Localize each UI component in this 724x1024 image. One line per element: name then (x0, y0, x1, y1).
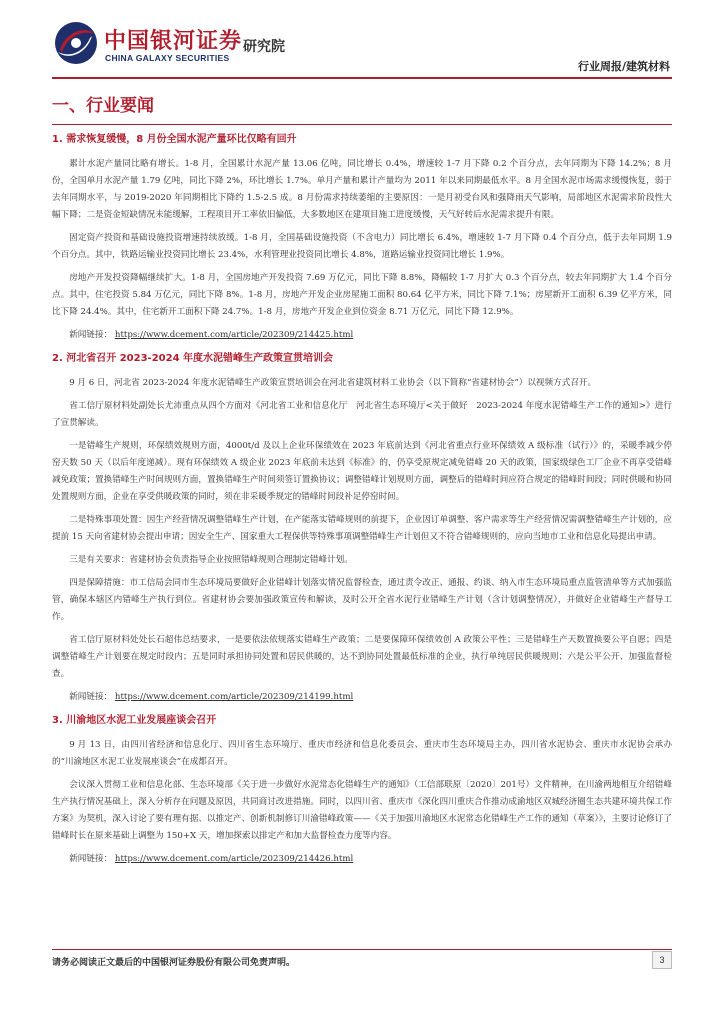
news-paragraph: 9 月 6 日，河北省 2023-2024 年度水泥错峰生产政策宣贯培训会在河北省建筑材料工业协会（以下简称“省建材协会”）以视频方式召开。 (69, 378, 597, 388)
news-link-label: 新闻链接： (69, 692, 113, 702)
news-title: 1. 需求恢复缓慢，8 月份全国水泥产量环比仅略有回升 (52, 134, 297, 145)
institute-label: 研究院 (243, 39, 285, 55)
news-item (52, 133, 672, 344)
news-link[interactable]: https://www.dcement.com/article/202309/214426.html (114, 854, 354, 864)
news-title: 3. 川渝地区水泥工业发展座谈会召开 (52, 715, 217, 726)
main-content (52, 92, 672, 874)
news-link-line (52, 327, 672, 344)
report-type-label: 行业周报/建筑材料 (577, 60, 670, 73)
news-link[interactable]: https://www.dcement.com/article/202309/214425.html (114, 330, 354, 340)
news-link-line (52, 689, 672, 706)
news-paragraph: 9 月 13 日，由四川省经济和信息化厅、四川省生态环境厅、重庆市经济和信息化委员会、重庆市生态环境局主办，四川省水泥协会、重庆市水泥协会承办的“川渝地区水泥工业发展座谈会”在成都召开。 (52, 740, 672, 767)
brand-name-cn: 中国银河证券 (104, 29, 243, 54)
news-link-label: 新闻链接： (69, 330, 113, 340)
news-paragraph: 省工信厅原材料处处长石超伟总结要求，一是要依法依规落实错峰生产政策；二是要保障环保绩效创 A 政策公平性；三是错峰生产天数置换要公平自愿；四是调整错峰生产计划要在规定时段内；五是同时承担协同处置和居民供暖的，达不到协同处置最低标准的企业，执行单纯居民供暖规则；六是公平公开、加强监督检查。 (52, 635, 672, 679)
page-number: 3 (652, 951, 672, 969)
news-paragraph: 四是保障措施：市工信局会同市生态环境局要做好企业错峰计划落实情况监督检查，通过责令改正、通报、约谈、纳入市生态环境局重点监管清单等方式加强监管，确保本辖区内错峰生产执行到位。省建材协会要加强政策宣传和解读，及时公开全省水泥行业错峰生产计划（含计划调整情况），并做好企业错峰生产督导工作。 (52, 578, 672, 622)
news-link[interactable]: https://www.dcement.com/article/202309/214199.html (114, 692, 354, 702)
news-item (52, 714, 672, 868)
news-paragraph: 二是特殊事项处置：因生产经营情况调整错峰生产计划，在产能落实错峰规则的前提下，企业因订单调整、客户需求等生产经营情况需调整错峰生产计划的，应提前 15 天向省建材协会提出申请；因安全生产、国家重大工程保供等特殊事项调整错峰生产计划但又不符合错峰规则的，应向当地市工业和信息化局提出申请。 (52, 515, 672, 542)
news-item (52, 352, 672, 706)
section-title: 一、行业要闻 (52, 96, 154, 116)
news-title: 2. 河北省召开 2023-2024 年度水泥错峰生产政策宣贯培训会 (52, 353, 334, 364)
news-paragraph: 会议深入贯彻工业和信息化部、生态环境部《关于进一步做好水泥常态化错峰生产的通知》（工信部联原〔2020〕201号）文件精神，在川渝两地相互介绍错峰生产执行情况基础上，深入分析存在问题及原因，共同商讨改进措施。同时，以四川省、重庆市《深化四川重庆合作推动成渝地区双城经济圈生态共建环境共保工作方案》为契机，深入讨论了要有理有据、以推定产、创新机制修订川渝错峰政策——《关于加强川渝地区水泥常态化错峰生产工作的通知（草案）》，主要讨论修订了错峰时长在原来基础上调整为 150+X 天，增加探索以排定产和加大监督检查力度等内容。 (52, 780, 672, 841)
page-header (0, 0, 724, 80)
news-paragraph: 房地产开发投资降幅继续扩大。1-8 月，全国房地产开发投资 7.69 万亿元，同比下降 8.8%，降幅较 1-7 月扩大 0.3 个百分点，较去年同期扩大 1.4 个百分点。其中，住宅投资 5.84 万亿元，同比下降 8%。1-8 月，房地产开发企业房屋施工面积 80.64 亿平方米，同比下降 7.1%；房屋新开工面积 6.39 亿平方米，同比下降 24.4%。其中，住宅新开工面积下降 24.7%。1-8 月，房地产开发企业到位资金 8.71 万亿元，同比下降 12.9%。 (52, 273, 672, 317)
news-paragraph: 省工信厅原材料处副处长尤沛重点从四个方面对《河北省工业和信息化厅 河北省生态环境厅<关于做好 2023-2024 年度水泥错峰生产工作的通知>》进行了宣贯解读。 (52, 401, 672, 428)
news-paragraph: 累计水泥产量同比略有增长。1-8 月，全国累计水泥产量 13.06 亿吨，同比增长 0.4%，增速较 1-7 月下降 0.2 个百分点，去年同期为下降 14.2%；8 月份，全国单月水泥产量 1.79 亿吨，同比下降 2%，环比增长 1.7%。单月产量和累计产量均为 2011 年以来同期最低水平。8 月全国水泥市场需求缓慢恢复，弱于去年同期水平，与 2019-2020 年同期相比下降约 1.5-2.5 成。8 月份需求持续萎缩的主要原因：一是月初受台风和强降雨天气影响，局部地区水泥需求阶段性大幅下降；二是资金短缺情况未能缓解，工程项目开工率依旧偏低，大多数地区在建项目施工进度缓慢，天气好转后水泥需求提升有限。 (52, 159, 672, 220)
footer-disclaimer: 请务必阅读正文最后的中国银河证券股份有限公司免责声明。 (52, 958, 296, 968)
galaxy-logo-icon (52, 20, 100, 66)
news-paragraph: 固定资产投资和基础设施投资增速持续放缓。1-8 月，全国基础设施投资（不含电力）同比增长 6.4%，增速较 1-7 月下降 0.4 个百分点，低于去年同期 1.9 个百分点。其中，铁路运输业投资同比增长 23.4%，水利管理业投资同比增长 4.8%，道路运输业投资同比增长 1.9%。 (52, 233, 672, 260)
section-divider (52, 124, 672, 125)
header-divider (52, 77, 672, 79)
news-link-label: 新闻链接： (69, 854, 113, 864)
footer-divider (52, 949, 672, 950)
brand-name-en: CHINA GALAXY SECURITIES (105, 53, 230, 63)
news-link-line (52, 851, 672, 868)
news-paragraph: 三是有关要求：省建材协会负责指导企业按照错峰规则合理制定错峰计划。 (69, 555, 353, 565)
news-paragraph: 一是错峰生产规则，环保绩效规则方面，4000t/d 及以上企业环保绩效在 2023 年底前达到《河北省重点行业环保绩效 A 级标准（试行）》的，采暖季减少停窑天数 50 天（以后年度递减）。现有环保绩效 A 级企业 2023 年底前未达到《标准》的，仍享受原规定减免错峰 20 天的政策，国家级绿色工厂企业不再享受错峰减免政策；置换错峰生产时间规则方面，置换错峰生产时间须签订置换协议；调整错峰计划规则方面，调整后的错峰时间应符合规定的错峰时间段；同时供暖和协同处置规则方面，企业在享受供暖政策的同时，须在非采暖季规定的错峰时间段补足停窑时间。 (52, 441, 672, 502)
